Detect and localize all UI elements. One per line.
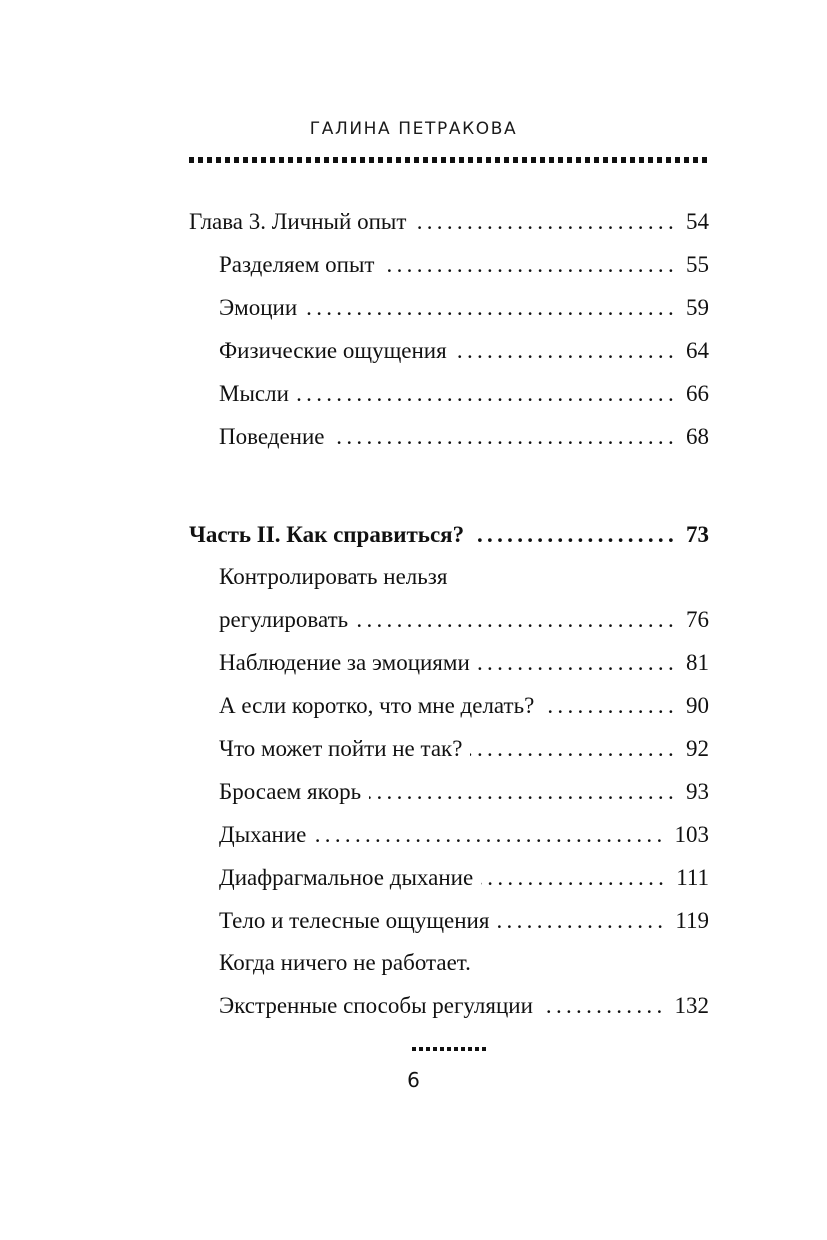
toc-entry-title: Диафрагмальное дыхание bbox=[219, 865, 474, 890]
toc-entry-part[interactable] bbox=[189, 513, 709, 556]
dot-leader bbox=[478, 641, 678, 684]
toc-entry-page: 93 bbox=[686, 779, 709, 804]
dot-leader bbox=[414, 200, 678, 243]
dot-leader bbox=[314, 813, 666, 856]
toc-entry-page: 119 bbox=[675, 908, 709, 933]
toc-entry-page: 76 bbox=[686, 607, 709, 632]
toc-entry[interactable] bbox=[189, 415, 709, 458]
toc-entry-title: Что может пойти не так? bbox=[219, 736, 463, 761]
dot-leader bbox=[369, 770, 678, 813]
toc-entry-page: 132 bbox=[674, 993, 709, 1018]
toc-entry-title: Разделяем опыт bbox=[219, 252, 375, 277]
toc-entry[interactable] bbox=[189, 372, 709, 415]
dot-leader bbox=[481, 856, 668, 899]
dot-leader bbox=[541, 984, 667, 1027]
toc-entry-title: Наблюдение за эмоциями bbox=[219, 650, 470, 675]
dot-leader bbox=[382, 243, 678, 286]
dot-leader bbox=[356, 598, 678, 641]
toc-entry-page: 111 bbox=[676, 865, 709, 890]
dot-leader bbox=[305, 286, 678, 329]
dot-leader bbox=[332, 415, 678, 458]
toc-entry-title: регулировать bbox=[219, 607, 349, 632]
toc-entry[interactable] bbox=[189, 641, 709, 684]
toc-entry bbox=[189, 598, 709, 641]
toc-entry-title: Часть II. Как справиться? bbox=[189, 522, 465, 547]
dot-leader bbox=[497, 899, 667, 942]
toc-entry-title: Тело и телесные ощущения bbox=[219, 908, 490, 933]
toc-entry-page: 103 bbox=[674, 822, 709, 847]
toc-entry-title: Дыхание bbox=[219, 822, 307, 847]
toc-entry[interactable] bbox=[189, 770, 709, 813]
toc-entry-chapter[interactable] bbox=[189, 200, 709, 243]
toc-entry[interactable] bbox=[189, 286, 709, 329]
table-of-contents bbox=[189, 200, 709, 1027]
toc-entry-title: Экстренные способы регуляции bbox=[219, 993, 533, 1018]
toc-entry-page: 73 bbox=[686, 522, 709, 547]
toc-entry-page: 92 bbox=[686, 736, 709, 761]
toc-entry[interactable] bbox=[189, 813, 709, 856]
dot-leader bbox=[472, 513, 678, 556]
toc-entry-page: 54 bbox=[686, 209, 709, 234]
toc-entry-title: Эмоции bbox=[219, 295, 298, 320]
toc-entry[interactable] bbox=[189, 684, 709, 727]
toc-entry-page: 81 bbox=[686, 650, 709, 675]
toc-entry-page: 59 bbox=[686, 295, 709, 320]
header-dotted-rule bbox=[189, 157, 711, 163]
toc-entry-page: 55 bbox=[686, 252, 709, 277]
toc-entry bbox=[189, 984, 709, 1027]
toc-entry-page: 66 bbox=[686, 381, 709, 406]
dot-leader bbox=[542, 684, 678, 727]
toc-entry-title: Поведение bbox=[219, 424, 325, 449]
running-head-author: ГАЛИНА ПЕТРАКОВА bbox=[309, 119, 518, 139]
toc-entry-multiline[interactable] bbox=[189, 556, 709, 641]
toc-entry[interactable] bbox=[189, 727, 709, 770]
dot-leader bbox=[470, 727, 678, 770]
toc-entry-title: Мысли bbox=[219, 381, 289, 406]
toc-entry[interactable] bbox=[189, 329, 709, 372]
toc-entry-title: Физические ощущения bbox=[219, 338, 447, 363]
toc-entry-page: 90 bbox=[686, 693, 709, 718]
dot-leader bbox=[455, 329, 678, 372]
toc-entry[interactable] bbox=[189, 899, 709, 942]
toc-entry-page: 64 bbox=[686, 338, 709, 363]
dot-leader bbox=[297, 372, 678, 415]
toc-entry-title: Бросаем якорь bbox=[219, 779, 362, 804]
toc-entry-title-line1: Когда ничего не работает. bbox=[219, 950, 471, 975]
toc-entry-title: Глава 3. Личный опыт bbox=[189, 209, 407, 234]
toc-entry-multiline[interactable] bbox=[189, 942, 709, 1027]
toc-entry-title-line1: Контролировать нельзя bbox=[219, 564, 448, 589]
page-number: 6 bbox=[407, 1068, 420, 1092]
footer-dotted-rule bbox=[412, 1047, 486, 1051]
toc-entry[interactable] bbox=[189, 856, 709, 899]
toc-entry-title: А если коротко, что мне делать? bbox=[219, 693, 535, 718]
toc-entry-page: 68 bbox=[686, 424, 709, 449]
toc-entry[interactable] bbox=[189, 243, 709, 286]
